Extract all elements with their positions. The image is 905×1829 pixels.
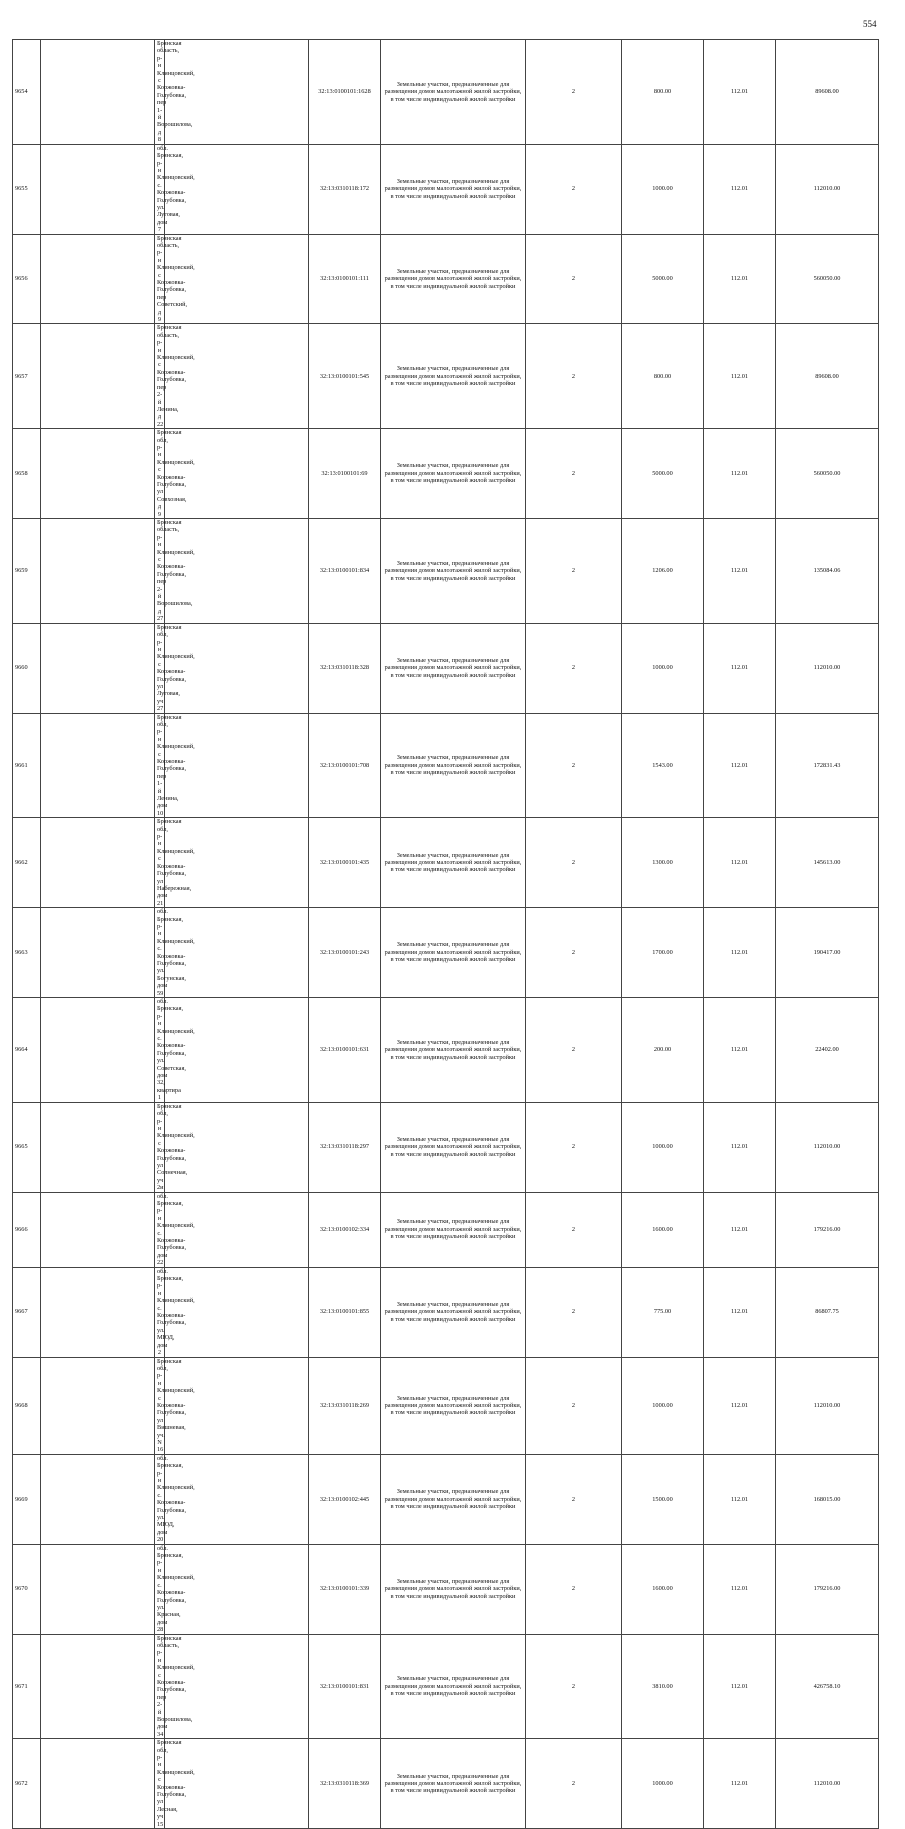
cadastral-value-cell: 86807.75 (776, 1267, 879, 1357)
cadastral-value-cell: 112010.00 (776, 623, 879, 713)
rate-cell: 112.01 (704, 1454, 776, 1544)
land-use-cell: Земельные участки, предназначенные для размещения домов малоэтажной жилой застройки, в том числе индивидуальной жилой застройки (381, 519, 526, 624)
row-number-cell: 9660 (13, 623, 41, 713)
spacer-cell (41, 429, 155, 519)
address-cell: Брянская обл, р-н Клинцовский, с Коржовка-Голубовка, ул Лесная, уч 15 (155, 1739, 165, 1829)
cadastral-number-cell: 32:13:0310118:369 (309, 1739, 381, 1829)
row-number-cell: 9671 (13, 1634, 41, 1739)
rate-cell: 112.01 (704, 519, 776, 624)
area-cell: 800.00 (622, 40, 704, 145)
spacer-cell (165, 623, 309, 713)
rate-cell: 112.01 (704, 998, 776, 1103)
cadastral-number-cell: 32:13:0100101:631 (309, 998, 381, 1103)
spacer-cell (165, 40, 309, 145)
area-cell: 1000.00 (622, 1102, 704, 1192)
table-row (13, 623, 879, 713)
area-cell: 3810.00 (622, 1634, 704, 1739)
cadastral-number-cell: 32:13:0310118:172 (309, 144, 381, 234)
cadastral-value-cell: 145613.00 (776, 818, 879, 908)
land-use-cell: Земельные участки, предназначенные для размещения домов малоэтажной жилой застройки, в том числе индивидуальной жилой застройки (381, 1357, 526, 1454)
cadastral-value-cell: 89608.00 (776, 324, 879, 429)
area-cell: 1500.00 (622, 1454, 704, 1544)
row-number-cell: 9655 (13, 144, 41, 234)
table-row (13, 1739, 879, 1829)
rate-cell: 112.01 (704, 144, 776, 234)
address-cell: Брянская обл, р-н Клинцовский, с Коржовка-Голубовка, ул Вишневая, уч. N 16 (155, 1357, 165, 1454)
category-cell: 2 (526, 1454, 622, 1544)
cadastral-value-cell: 190417.00 (776, 908, 879, 998)
cadastral-number-cell: 32:13:0310118:269 (309, 1357, 381, 1454)
category-cell: 2 (526, 324, 622, 429)
address-cell: Брянская область, р-н Клинцовский, с Коржовка-Голубовка, пер 1-й Ворошилова, д 8 (155, 40, 165, 145)
land-use-cell: Земельные участки, предназначенные для размещения домов малоэтажной жилой застройки, в том числе индивидуальной жилой застройки (381, 713, 526, 818)
category-cell: 2 (526, 1357, 622, 1454)
spacer-cell (41, 1454, 155, 1544)
cadastral-value-cell: 112010.00 (776, 1357, 879, 1454)
address-cell: Брянская область, р-н Клинцовский, с Коржовка-Голубовка, пер 2-й Ворошилова, д 27 (155, 519, 165, 624)
rate-cell: 112.01 (704, 1192, 776, 1267)
address-cell: Брянская обл, р-н Клинцовский, с Коржовка-Голубовка, пер 1-й Ленина, дом 10 (155, 713, 165, 818)
cadastral-value-cell: 22402.00 (776, 998, 879, 1103)
page-number: 554 (863, 19, 877, 29)
table-row (13, 998, 879, 1103)
registry-table (12, 39, 879, 1829)
cadastral-value-cell: 112010.00 (776, 1102, 879, 1192)
row-number-cell: 9672 (13, 1739, 41, 1829)
row-number-cell: 9664 (13, 998, 41, 1103)
cadastral-value-cell: 560050.00 (776, 234, 879, 324)
category-cell: 2 (526, 1192, 622, 1267)
cadastral-number-cell: 32:13:0310118:328 (309, 623, 381, 713)
category-cell: 2 (526, 234, 622, 324)
cadastral-number-cell: 32:13:0100101:1628 (309, 40, 381, 145)
table-row (13, 713, 879, 818)
address-cell: Брянская обл, р-н Клинцовский, с Коржовка-Голубовка, ул Солнечная, уч 2и (155, 1102, 165, 1192)
spacer-cell (165, 234, 309, 324)
category-cell: 2 (526, 1544, 622, 1634)
cadastral-value-cell: 179216.00 (776, 1544, 879, 1634)
spacer-cell (41, 1267, 155, 1357)
land-use-cell: Земельные участки, предназначенные для размещения домов малоэтажной жилой застройки, в том числе индивидуальной жилой застройки (381, 144, 526, 234)
row-number-cell: 9661 (13, 713, 41, 818)
table-row (13, 234, 879, 324)
table-row (13, 1634, 879, 1739)
spacer-cell (41, 713, 155, 818)
area-cell: 1600.00 (622, 1544, 704, 1634)
rate-cell: 112.01 (704, 1102, 776, 1192)
address-cell: Брянская обл, р-н Клинцовский, с Коржовка-Голубовка, ул Совхозная, д 9 (155, 429, 165, 519)
category-cell: 2 (526, 713, 622, 818)
spacer-cell (165, 1267, 309, 1357)
land-use-cell: Земельные участки, предназначенные для размещения домов малоэтажной жилой застройки, в том числе индивидуальной жилой застройки (381, 1102, 526, 1192)
table-row (13, 1454, 879, 1544)
category-cell: 2 (526, 818, 622, 908)
row-number-cell: 9670 (13, 1544, 41, 1634)
area-cell: 200.00 (622, 998, 704, 1103)
address-cell: Брянская обл, р-н Клинцовский, с Коржовка-Голубовка, ул Набережная, дом 21 (155, 818, 165, 908)
table-row (13, 40, 879, 145)
rate-cell: 112.01 (704, 713, 776, 818)
land-use-cell: Земельные участки, предназначенные для размещения домов малоэтажной жилой застройки, в том числе индивидуальной жилой застройки (381, 1544, 526, 1634)
land-use-cell: Земельные участки, предназначенные для размещения домов малоэтажной жилой застройки, в том числе индивидуальной жилой застройки (381, 998, 526, 1103)
cadastral-number-cell: 32:13:0100101:708 (309, 713, 381, 818)
category-cell: 2 (526, 908, 622, 998)
row-number-cell: 9668 (13, 1357, 41, 1454)
land-use-cell: Земельные участки, предназначенные для размещения домов малоэтажной жилой застройки, в том числе индивидуальной жилой застройки (381, 40, 526, 145)
category-cell: 2 (526, 1102, 622, 1192)
address-cell: обл. Брянская, р-н Клинцовский, с. Коржовка-Голубовка, ул. МЮД, дом 20 (155, 1454, 165, 1544)
category-cell: 2 (526, 429, 622, 519)
land-use-cell: Земельные участки, предназначенные для размещения домов малоэтажной жилой застройки, в том числе индивидуальной жилой застройки (381, 429, 526, 519)
spacer-cell (165, 1544, 309, 1634)
rate-cell: 112.01 (704, 623, 776, 713)
rate-cell: 112.01 (704, 1634, 776, 1739)
address-cell: обл. Брянская, р-н Клинцовский, с. Коржовка-Голубовка, ул. МЮД, дом 2 (155, 1267, 165, 1357)
spacer-cell (41, 623, 155, 713)
land-use-cell: Земельные участки, предназначенные для размещения домов малоэтажной жилой застройки, в том числе индивидуальной жилой застройки (381, 1634, 526, 1739)
land-use-cell: Земельные участки, предназначенные для размещения домов малоэтажной жилой застройки, в том числе индивидуальной жилой застройки (381, 1192, 526, 1267)
category-cell: 2 (526, 623, 622, 713)
area-cell: 800.00 (622, 324, 704, 429)
address-cell: обл. Брянская, р-н Клинцовский, с. Коржовка-Голубовка, ул. Красная, дом 28 (155, 1544, 165, 1634)
area-cell: 1000.00 (622, 623, 704, 713)
spacer-cell (41, 519, 155, 624)
land-use-cell: Земельные участки, предназначенные для размещения домов малоэтажной жилой застройки, в том числе индивидуальной жилой застройки (381, 1454, 526, 1544)
cadastral-number-cell: 32:13:0310118:297 (309, 1102, 381, 1192)
row-number-cell: 9663 (13, 908, 41, 998)
category-cell: 2 (526, 998, 622, 1103)
area-cell: 775.00 (622, 1267, 704, 1357)
area-cell: 1300.00 (622, 818, 704, 908)
land-use-cell: Земельные участки, предназначенные для размещения домов малоэтажной жилой застройки, в том числе индивидуальной жилой застройки (381, 908, 526, 998)
cadastral-value-cell: 89608.00 (776, 40, 879, 145)
table-row (13, 818, 879, 908)
land-use-cell: Земельные участки, предназначенные для размещения домов малоэтажной жилой застройки, в том числе индивидуальной жилой застройки (381, 818, 526, 908)
area-cell: 1000.00 (622, 144, 704, 234)
cadastral-value-cell: 179216.00 (776, 1192, 879, 1267)
cadastral-value-cell: 135084.06 (776, 519, 879, 624)
table-row (13, 1267, 879, 1357)
spacer-cell (41, 1634, 155, 1739)
table-row (13, 1544, 879, 1634)
rate-cell: 112.01 (704, 1267, 776, 1357)
spacer-cell (41, 818, 155, 908)
cadastral-value-cell: 168015.00 (776, 1454, 879, 1544)
row-number-cell: 9658 (13, 429, 41, 519)
category-cell: 2 (526, 519, 622, 624)
address-cell: обл. Брянская, р-н Клинцовский, с. Коржовка-Голубовка, дом 22 (155, 1192, 165, 1267)
cadastral-value-cell: 112010.00 (776, 144, 879, 234)
area-cell: 1700.00 (622, 908, 704, 998)
spacer-cell (41, 144, 155, 234)
spacer-cell (41, 40, 155, 145)
address-cell: Брянская область, р-н Клинцовский, с Коржовка-Голубовка, пер 2-й Ленина, д 22 (155, 324, 165, 429)
land-use-cell: Земельные участки, предназначенные для размещения домов малоэтажной жилой застройки, в том числе индивидуальной жилой застройки (381, 1739, 526, 1829)
rate-cell: 112.01 (704, 908, 776, 998)
category-cell: 2 (526, 1267, 622, 1357)
rate-cell: 112.01 (704, 1357, 776, 1454)
category-cell: 2 (526, 1739, 622, 1829)
row-number-cell: 9659 (13, 519, 41, 624)
spacer-cell (41, 234, 155, 324)
cadastral-number-cell: 32:13:0100102:445 (309, 1454, 381, 1544)
spacer-cell (165, 1634, 309, 1739)
address-cell: Брянская обл, р-н Клинцовский, с Коржовка-Голубовка, ул Луговая, уч 27 (155, 623, 165, 713)
spacer-cell (165, 908, 309, 998)
cadastral-value-cell: 560050.00 (776, 429, 879, 519)
table-row (13, 1192, 879, 1267)
cadastral-number-cell: 32:13:0100102:334 (309, 1192, 381, 1267)
rate-cell: 112.01 (704, 234, 776, 324)
cadastral-value-cell: 426758.10 (776, 1634, 879, 1739)
row-number-cell: 9662 (13, 818, 41, 908)
cadastral-number-cell: 32:13:0100101:855 (309, 1267, 381, 1357)
address-cell: обл. Брянская, р-н Клинцовский, с. Коржовка-Голубовка, ул. Луговая, дом 7 (155, 144, 165, 234)
spacer-cell (41, 324, 155, 429)
spacer-cell (41, 1192, 155, 1267)
spacer-cell (41, 1102, 155, 1192)
spacer-cell (165, 1454, 309, 1544)
row-number-cell: 9669 (13, 1454, 41, 1544)
cadastral-number-cell: 32:13:0100101:545 (309, 324, 381, 429)
area-cell: 1000.00 (622, 1357, 704, 1454)
spacer-cell (165, 324, 309, 429)
row-number-cell: 9656 (13, 234, 41, 324)
cadastral-number-cell: 32:13:0100101:834 (309, 519, 381, 624)
table-row (13, 1102, 879, 1192)
land-use-cell: Земельные участки, предназначенные для размещения домов малоэтажной жилой застройки, в том числе индивидуальной жилой застройки (381, 324, 526, 429)
spacer-cell (165, 1102, 309, 1192)
row-number-cell: 9657 (13, 324, 41, 429)
spacer-cell (165, 144, 309, 234)
category-cell: 2 (526, 144, 622, 234)
row-number-cell: 9667 (13, 1267, 41, 1357)
area-cell: 1600.00 (622, 1192, 704, 1267)
area-cell: 1000.00 (622, 1739, 704, 1829)
spacer-cell (41, 1544, 155, 1634)
category-cell: 2 (526, 40, 622, 145)
category-cell: 2 (526, 1634, 622, 1739)
area-cell: 5000.00 (622, 429, 704, 519)
area-cell: 5000.00 (622, 234, 704, 324)
cadastral-number-cell: 32:13:0100101:339 (309, 1544, 381, 1634)
spacer-cell (165, 998, 309, 1103)
cadastral-value-cell: 172831.43 (776, 713, 879, 818)
table-row (13, 429, 879, 519)
spacer-cell (165, 1192, 309, 1267)
area-cell: 1543.00 (622, 713, 704, 818)
spacer-cell (165, 1739, 309, 1829)
cadastral-number-cell: 32:13:0100101:831 (309, 1634, 381, 1739)
address-cell: Брянская область, р-н Клинцовский, с Коржовка-Голубовка, пер Советский, д 9 (155, 234, 165, 324)
spacer-cell (165, 818, 309, 908)
land-use-cell: Земельные участки, предназначенные для размещения домов малоэтажной жилой застройки, в том числе индивидуальной жилой застройки (381, 1267, 526, 1357)
spacer-cell (165, 519, 309, 624)
spacer-cell (165, 429, 309, 519)
address-cell: обл. Брянская, р-н Клинцовский, с. Коржовка-Голубовка, ул. Богунская, дом 59 (155, 908, 165, 998)
table-row (13, 144, 879, 234)
cadastral-number-cell: 32:13:0100101:111 (309, 234, 381, 324)
table-row (13, 519, 879, 624)
land-use-cell: Земельные участки, предназначенные для размещения домов малоэтажной жилой застройки, в том числе индивидуальной жилой застройки (381, 623, 526, 713)
cadastral-number-cell: 32:13:0100101:69 (309, 429, 381, 519)
rate-cell: 112.01 (704, 429, 776, 519)
spacer-cell (41, 908, 155, 998)
cadastral-value-cell: 112010.00 (776, 1739, 879, 1829)
table-row (13, 324, 879, 429)
land-use-cell: Земельные участки, предназначенные для размещения домов малоэтажной жилой застройки, в том числе индивидуальной жилой застройки (381, 234, 526, 324)
spacer-cell (41, 998, 155, 1103)
spacer-cell (41, 1357, 155, 1454)
cadastral-number-cell: 32:13:0100101:243 (309, 908, 381, 998)
spacer-cell (165, 713, 309, 818)
rate-cell: 112.01 (704, 818, 776, 908)
rate-cell: 112.01 (704, 324, 776, 429)
row-number-cell: 9666 (13, 1192, 41, 1267)
cadastral-number-cell: 32:13:0100101:435 (309, 818, 381, 908)
table-row (13, 1357, 879, 1454)
area-cell: 1206.00 (622, 519, 704, 624)
row-number-cell: 9665 (13, 1102, 41, 1192)
address-cell: Брянская область, р-н Клинцовский, с Коржовка-Голубовка, пер 2-й Ворошилова, дом 34 (155, 1634, 165, 1739)
rate-cell: 112.01 (704, 1544, 776, 1634)
spacer-cell (41, 1739, 155, 1829)
rate-cell: 112.01 (704, 1739, 776, 1829)
spacer-cell (165, 1357, 309, 1454)
row-number-cell: 9654 (13, 40, 41, 145)
table-body (13, 40, 879, 1829)
rate-cell: 112.01 (704, 40, 776, 145)
address-cell: обл. Брянская, р-н Клинцовский, с. Коржовка-Голубовка, ул. Советская, дом 32, квартира 1 (155, 998, 165, 1103)
table-row (13, 908, 879, 998)
